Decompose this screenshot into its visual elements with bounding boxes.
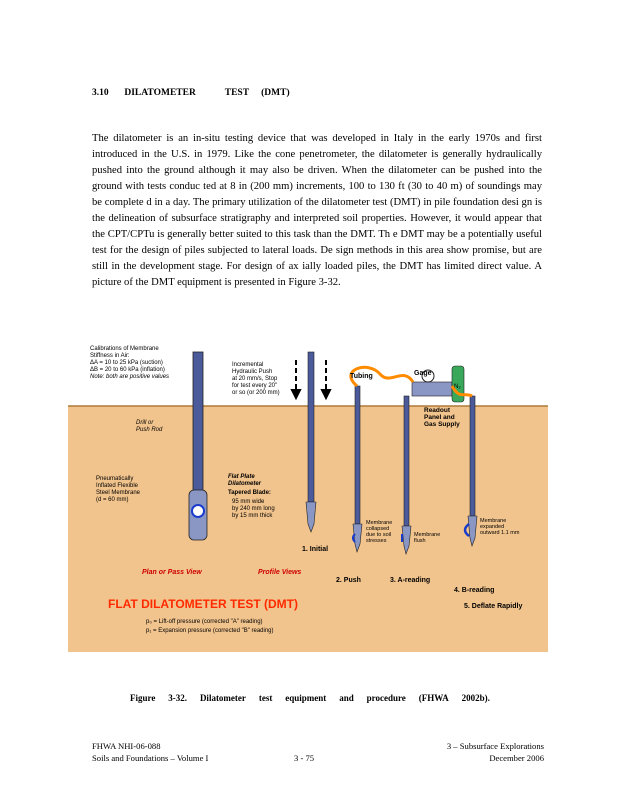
svg-text:Drill or: Drill or	[136, 420, 154, 426]
step-3: 3. A-reading	[390, 577, 431, 584]
footer-date: December 2006	[489, 753, 544, 763]
dmt-figure	[68, 330, 548, 652]
svg-text:collapsed: collapsed	[366, 526, 390, 532]
gage-label: Gage	[414, 370, 432, 377]
svg-text:95 mm wide: 95 mm wide	[232, 499, 265, 505]
footer-volume: Soils and Foundations – Volume I	[92, 753, 209, 763]
svg-text:ΔA = 10 to 25 kPa (suction): ΔA = 10 to 25 kPa (suction)	[90, 360, 163, 366]
svg-text:or so (or 200 mm): or so (or 200 mm)	[232, 390, 280, 396]
svg-text:Steel Membrane: Steel Membrane	[96, 490, 141, 496]
membrane-circle	[192, 505, 204, 517]
step-2: 2. Push	[336, 577, 361, 584]
svg-text:Calibrations of Membrane: Calibrations of Membrane	[90, 346, 159, 352]
calibration-label	[90, 346, 169, 380]
svg-text:due to soil: due to soil	[366, 532, 392, 538]
svg-text:Flat Plate: Flat Plate	[228, 474, 255, 480]
push-rod-3	[355, 386, 360, 524]
figure-caption	[130, 693, 490, 703]
readout-panel	[412, 382, 452, 396]
svg-text:Pneumatically: Pneumatically	[96, 476, 134, 482]
svg-text:at 20 mm/s, Stop: at 20 mm/s, Stop	[232, 376, 278, 382]
svg-text:Incremental: Incremental	[232, 362, 264, 368]
caption-word: (FHWA	[418, 693, 449, 703]
svg-text:Panel and: Panel and	[424, 414, 455, 421]
svg-text:by 240 mm long: by 240 mm long	[232, 506, 275, 512]
footer-doc-id: FHWA NHI-06-088	[92, 741, 161, 751]
gas-label: N₂	[454, 384, 461, 390]
section-word-2: TEST	[224, 88, 250, 98]
dmt-diagram	[68, 330, 548, 652]
svg-text:(d = 60 mm): (d = 60 mm)	[96, 497, 129, 503]
svg-text:outward 1.1 mm: outward 1.1 mm	[480, 530, 520, 536]
footer-page-number: 3 - 75	[294, 753, 315, 763]
svg-text:Membrane: Membrane	[414, 532, 441, 538]
note-p1: p₁ = Expansion pressure (corrected "B" reading)	[146, 628, 274, 634]
caption-word: 2002b).	[461, 693, 490, 703]
svg-text:Note: both are positive values: Note: both are positive values	[90, 374, 170, 380]
step-5: 5. Deflate Rapidly	[464, 603, 523, 610]
svg-text:Membrane: Membrane	[366, 520, 393, 526]
caption-word: Dilatometer	[199, 693, 246, 703]
push-rod-1	[193, 352, 203, 494]
caption-word: 3-32.	[168, 693, 188, 703]
body-paragraph: The dilatometer is an in-situ testing device that was developed in Italy in the early 1970s and first introduced in the U.S. in 1979. Like the cone penetrometer, the dilatometer is generally hydraulically pushed into the ground although it may also be driven. When the dilatometer can be pushed into the ground with tests conduc ted at 8 in (200 mm) increments, 100 to 130 ft (30 to 40 m) of soundings may be complete d in a day. The primary utilization of the dilatometer test (DMT) in pile foundation desi gn is the delineation of subsurface stratigraphy and interpreted soil properties. However, it would appear that the CPT/CPTu is generally better suited to this task than the DMT. Th e DMT may be a potentially useful test for the design of piles subjected to lateral loads. De sign methods in this area show promise, but are still in the development stage. For design of ax ially loaded piles, the DMT has limited direct value. A picture of the DMT equipment is presented in Figure 3-32.	[92, 132, 542, 288]
section-word-1: DILATOMETER	[124, 88, 196, 98]
push-rod-2	[308, 352, 314, 502]
svg-text:Tapered Blade:: Tapered Blade:	[228, 490, 271, 496]
step-1: 1. Initial	[302, 546, 329, 553]
svg-text:for test every 20": for test every 20"	[232, 383, 278, 389]
note-p0: p₀ = Lift-off pressure (corrected "A" reading)	[146, 619, 263, 625]
svg-text:Readout: Readout	[424, 407, 450, 414]
svg-text:Membrane: Membrane	[480, 518, 507, 524]
footer-left	[92, 740, 208, 764]
caption-word: equipment	[285, 693, 327, 703]
svg-text:expanded: expanded	[480, 524, 505, 530]
footer-right	[432, 740, 544, 764]
svg-text:ΔB = 20 to 60 kPa (inflation): ΔB = 20 to 60 kPa (inflation)	[90, 367, 165, 373]
tubing-label: Tubing	[350, 373, 373, 380]
caption-word: test	[258, 693, 273, 703]
section-heading	[92, 88, 290, 98]
svg-text:stresses: stresses	[366, 538, 387, 544]
caption-word: Figure	[130, 693, 156, 703]
push-rod-4	[404, 396, 409, 526]
plan-view-label: Plan or Pass View	[142, 569, 202, 576]
footer-chapter: 3 – Subsurface Explorations	[446, 741, 544, 751]
push-rod-5	[470, 396, 475, 516]
svg-text:Gas Supply: Gas Supply	[424, 421, 460, 428]
section-number: 3.10	[92, 88, 109, 98]
profile-views-label: Profile Views	[258, 569, 302, 576]
figure-title: FLAT DILATOMETER TEST (DMT)	[108, 597, 298, 611]
svg-text:Stiffness in Air:: Stiffness in Air:	[90, 353, 130, 359]
svg-text:Push Rod: Push Rod	[136, 427, 163, 433]
caption-word: and	[339, 693, 354, 703]
svg-text:by 15 mm thick: by 15 mm thick	[232, 513, 273, 519]
svg-text:Hydraulic Push: Hydraulic Push	[232, 369, 273, 375]
caption-word: procedure	[366, 693, 406, 703]
svg-text:flush: flush	[414, 538, 426, 544]
svg-text:Inflated Flexible: Inflated Flexible	[96, 483, 139, 489]
section-word-3: (DMT)	[261, 88, 290, 98]
svg-text:Dilatometer: Dilatometer	[228, 481, 262, 487]
step-4: 4. B-reading	[454, 587, 495, 594]
